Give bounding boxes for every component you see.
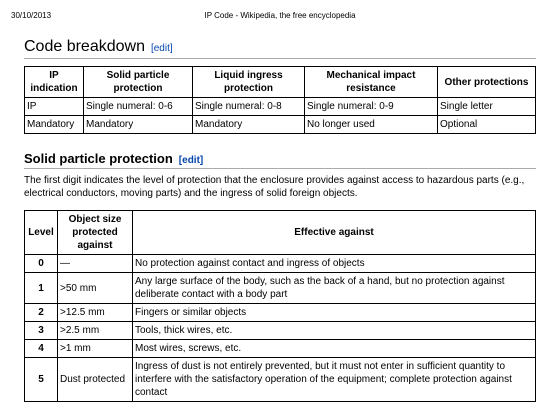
table-cell: — [58,255,133,273]
table-cell: No longer used [305,116,438,134]
edit-link[interactable]: [edit] [178,155,204,166]
table-row [25,358,536,402]
table-cell: Single letter [438,98,536,116]
section-description: The first digit indicates the level of protection that the enclosure provides against access to hazardous parts (e.g., electrical conductors, moving parts) and the ingress of solid foreign objects. [24,175,525,199]
table-cell: Ingress of dust is not entirely prevented, but it must not enter in sufficient quantity to interfere with the satisfactory operation of the equipment; complete protection against contact [133,358,536,402]
level-cell: 0 [25,255,58,273]
table-row [25,322,536,340]
table-row [25,116,536,134]
print-header [0,11,560,23]
table-cell: Most wires, screws, etc. [133,340,536,358]
column-header: Liquid ingress protection [193,67,305,98]
table-cell: Dust protected [58,358,133,402]
table-row [25,340,536,358]
section-heading-code-breakdown [24,38,536,56]
heading-rule [24,168,536,169]
table-cell: Fingers or similar objects [133,304,536,322]
level-cell: 2 [25,304,58,322]
column-header: Solid particle protection [84,67,193,98]
level-cell: 1 [25,273,58,304]
level-cell: 4 [25,340,58,358]
column-header: Mechanical impact resistance [305,67,438,98]
table-row [25,255,536,273]
table-cell: Tools, thick wires, etc. [133,322,536,340]
table-cell: Mandatory [193,116,305,134]
table-cell: Any large surface of the body, such as the back of a hand, but no protection against deliberate contact with a body part [133,273,536,304]
table-cell: IP [25,98,84,116]
column-header: IP indication [25,67,84,98]
section-heading-text: Solid particle protection [24,151,173,166]
table-cell: Single numeral: 0-8 [193,98,305,116]
code-breakdown-table [24,66,536,134]
column-header: Other protections [438,67,536,98]
table-row [25,273,536,304]
level-cell: 3 [25,322,58,340]
column-header: Object size protected against [58,211,133,255]
section-heading-solid-particle [24,151,203,166]
table-cell: Optional [438,116,536,134]
print-date: 30/10/2013 [11,11,52,20]
table-cell: Single numeral: 0-9 [305,98,438,116]
section-heading-text: Code breakdown [24,38,145,55]
heading-rule [24,58,536,59]
table-cell: Mandatory [84,116,193,134]
table-header-row [25,67,536,98]
table-cell: No protection against contact and ingress of objects [133,255,536,273]
table-header-row [25,211,536,255]
solid-protection-table [24,210,536,402]
table-cell: >1 mm [58,340,133,358]
print-page-title: IP Code - Wikipedia, the free encyclopedia [204,11,356,20]
table-cell: Single numeral: 0-6 [84,98,193,116]
table-row [25,304,536,322]
table-cell: >12.5 mm [58,304,133,322]
column-header: Level [25,211,58,255]
table-cell: >50 mm [58,273,133,304]
table-cell: Mandatory [25,116,84,134]
table-cell: >2.5 mm [58,322,133,340]
edit-link[interactable]: [edit] [150,43,173,54]
table-row [25,98,536,116]
column-header: Effective against [133,211,536,255]
level-cell: 5 [25,358,58,402]
